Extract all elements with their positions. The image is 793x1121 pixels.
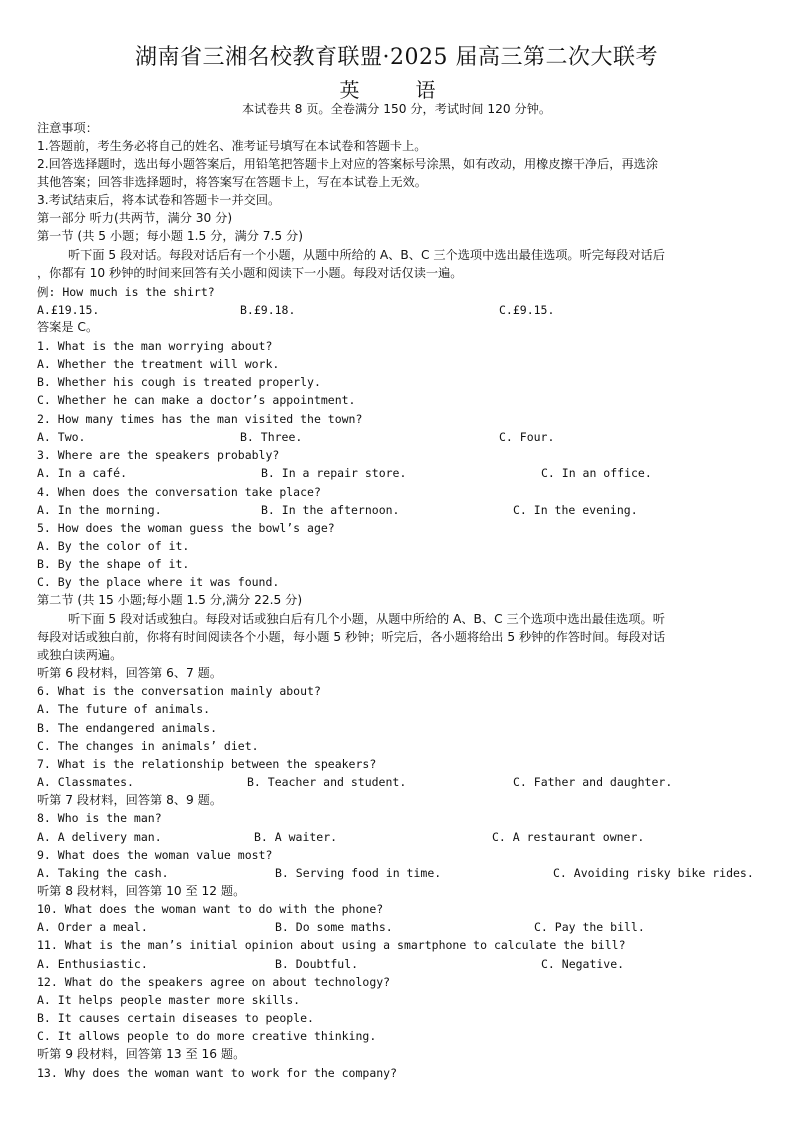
question: 8. Who is the man? [37, 811, 162, 825]
exam-title: 湖南省三湘名校教育联盟·2025 届高三第二次大联考 [135, 45, 658, 70]
option-b: B. Whether his cough is treated properly. [37, 375, 321, 389]
question: 7. What is the relationship between the speakers? [37, 757, 377, 771]
option-c: C. In an office. [541, 466, 652, 480]
option-c: C. A restaurant owner. [492, 830, 645, 844]
question: 5. How does the woman guess the bowl’s age? [37, 521, 335, 535]
option-b: B. Teacher and student. [247, 775, 407, 789]
option-b: B. In a repair store. [261, 466, 407, 480]
note-item: 3.考试结束后，将本试卷和答题卡一并交回。 [37, 193, 281, 207]
section2-heading: 第二节 (共 15 小题;每小题 1.5 分,满分 22.5 分) [37, 593, 303, 607]
option-c: C.£9.15. [499, 303, 555, 317]
option-b: B. Serving food in time. [275, 866, 442, 880]
option-a: A. Classmates. [37, 775, 134, 789]
option-c: C. By the place where it was found. [37, 575, 280, 589]
question: 2. How many times has the man visited the town? [37, 412, 363, 426]
question: 6. What is the conversation mainly about? [37, 684, 321, 698]
option-b: B. The endangered animals. [37, 721, 218, 735]
option-a: A. Whether the treatment will work. [37, 357, 280, 371]
option-c: C. Whether he can make a doctor’s appointment. [37, 393, 356, 407]
option-b: B. By the shape of it. [37, 557, 190, 571]
option-c: C. Pay the bill. [534, 920, 645, 934]
option-a: A. In the morning. [37, 503, 162, 517]
question: 12. What do the speakers agree on about technology? [37, 975, 391, 989]
section1-instruction: ，你都有 10 秒钟的时间来回答有关小题和阅读下一小题。每段对话仅读一遍。 [37, 266, 463, 280]
material-heading: 听第 6 段材料，回答第 6、7 题。 [37, 666, 223, 680]
note-item: 2.回答选择题时，选出每小题答案后，用铅笔把答题卡上对应的答案标号涂黑，如有改动，用橡皮擦干净后，再选涂 [37, 157, 659, 171]
question: 11. What is the man’s initial opinion about using a smartphone to calculate the bill? [37, 938, 626, 952]
exam-info: 本试卷共 8 页。全卷满分 150 分，考试时间 120 分钟。 [241, 102, 552, 116]
option-b: B. Three. [240, 430, 303, 444]
question: 10. What does the woman want to do with the phone? [37, 902, 384, 916]
option-a: A. A delivery man. [37, 830, 162, 844]
option-b: B. Doubtful. [275, 957, 359, 971]
option-a: A. In a café. [37, 466, 128, 480]
option-c: C. It allows people to do more creative thinking. [37, 1029, 377, 1043]
note-item: 1.答题前，考生务必将自己的姓名、准考证号填写在本试卷和答题卡上。 [37, 139, 427, 153]
subject-title: 英 语 [339, 78, 454, 102]
option-a: A. Taking the cash. [37, 866, 169, 880]
option-a: A. Two. [37, 430, 86, 444]
note-item: 其他答案；回答非选择题时，将答案写在答题卡上，写在本试卷上无效。 [37, 175, 427, 189]
option-c: C. Negative. [541, 957, 625, 971]
section2-instruction: 听下面 5 段对话或独白。每段对话或独白后有几个小题，从题中所给的 A、B、C 三个选项中选出最佳选项。听 [68, 612, 665, 626]
option-b: B. It causes certain diseases to people. [37, 1011, 314, 1025]
option-c: C. Avoiding risky bike rides. [553, 866, 754, 880]
option-b: B.£9.18. [240, 303, 296, 317]
question: 13. Why does the woman want to work for the company? [37, 1066, 398, 1080]
part1-heading: 第一部分 听力(共两节，满分 30 分) [37, 211, 233, 225]
question: 1. What is the man worrying about? [37, 339, 273, 353]
option-a: A. It helps people master more skills. [37, 993, 301, 1007]
option-b: B. A waiter. [254, 830, 338, 844]
option-a: A.£19.15. [37, 303, 100, 317]
option-a: A. By the color of it. [37, 539, 190, 553]
material-heading: 听第 7 段材料，回答第 8、9 题。 [37, 793, 223, 807]
notes-heading: 注意事项： [37, 121, 98, 135]
question: 4. When does the conversation take place? [37, 485, 321, 499]
question: 9. What does the woman value most? [37, 848, 273, 862]
option-c: C. Father and daughter. [513, 775, 673, 789]
option-a: A. Enthusiastic. [37, 957, 148, 971]
material-heading: 听第 8 段材料，回答第 10 至 12 题。 [37, 884, 246, 898]
material-heading: 听第 9 段材料，回答第 13 至 16 题。 [37, 1047, 246, 1061]
option-a: A. The future of animals. [37, 702, 211, 716]
option-c: C. Four. [499, 430, 555, 444]
example-answer: 答案是 C。 [37, 320, 99, 334]
example-question: 例: How much is the shirt? [37, 285, 215, 299]
option-b: B. In the afternoon. [261, 503, 400, 517]
section1-heading: 第一节 (共 5 小题；每小题 1.5 分，满分 7.5 分) [37, 229, 303, 243]
option-c: C. In the evening. [513, 503, 638, 517]
section2-instruction: 每段对话或独白前，你将有时间阅读各个小题，每小题 5 秒钟；听完后，各小题将给出 5 秒钟的作答时间。每段对话 [37, 630, 666, 644]
section1-instruction: 听下面 5 段对话。每段对话后有一个小题，从题中所给的 A、B、C 三个选项中选出最佳选项。听完每段对话后 [68, 248, 665, 262]
option-c: C. The changes in animals’ diet. [37, 739, 259, 753]
section2-instruction: 或独白读两遍。 [37, 648, 123, 662]
question: 3. Where are the speakers probably? [37, 448, 280, 462]
option-b: B. Do some maths. [275, 920, 393, 934]
option-a: A. Order a meal. [37, 920, 148, 934]
